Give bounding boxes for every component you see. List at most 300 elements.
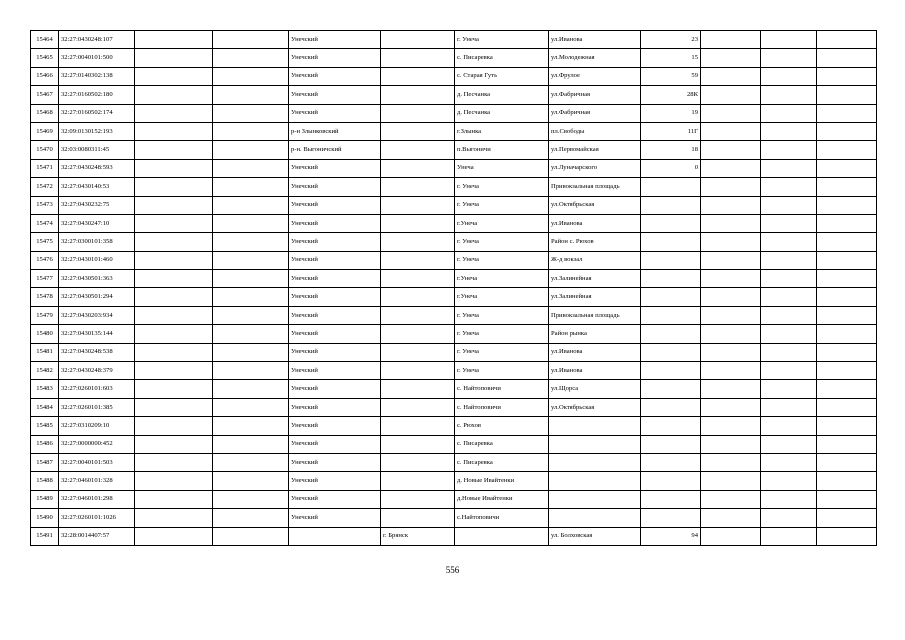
house-number xyxy=(641,178,701,196)
empty-cell xyxy=(701,270,761,288)
region-cell xyxy=(381,509,455,527)
empty-cell xyxy=(701,251,761,269)
cadastral-number: 32:27:0430248:538 xyxy=(59,343,135,361)
row-number: 15486 xyxy=(31,435,59,453)
empty-cell xyxy=(701,453,761,471)
page-number: 556 xyxy=(445,565,460,575)
house-number: 18 xyxy=(641,141,701,159)
empty-cell xyxy=(701,472,761,490)
street-cell: Привокзальная площадь xyxy=(549,306,641,324)
house-number xyxy=(641,490,701,508)
locality-cell: г. Унеча xyxy=(455,251,549,269)
region-cell xyxy=(381,196,455,214)
region-cell xyxy=(381,306,455,324)
empty-cell xyxy=(761,306,817,324)
house-number xyxy=(641,214,701,232)
row-number: 15491 xyxy=(31,527,59,545)
empty-cell xyxy=(761,86,817,104)
street-cell xyxy=(549,490,641,508)
empty-cell xyxy=(701,417,761,435)
empty-cell xyxy=(213,527,289,545)
cadastral-number: 32:27:0430135:144 xyxy=(59,325,135,343)
cadastral-number: 32:27:0160502:180 xyxy=(59,86,135,104)
region-cell: г. Брянск xyxy=(381,527,455,545)
district-cell: Унечский xyxy=(289,435,381,453)
row-number: 15471 xyxy=(31,159,59,177)
house-number xyxy=(641,453,701,471)
district-cell: Унечский xyxy=(289,417,381,435)
house-number xyxy=(641,472,701,490)
empty-cell xyxy=(817,453,877,471)
empty-cell xyxy=(135,31,213,49)
locality-cell: г. Унеча xyxy=(455,306,549,324)
cadastral-number: 32:27:0430232:75 xyxy=(59,196,135,214)
cadastral-number: 32:27:0140302:138 xyxy=(59,67,135,85)
region-cell xyxy=(381,472,455,490)
locality-cell: с. Писаревка xyxy=(455,453,549,471)
empty-cell xyxy=(213,453,289,471)
house-number xyxy=(641,288,701,306)
empty-cell xyxy=(135,509,213,527)
district-cell: Унечский xyxy=(289,104,381,122)
district-cell: Унечский xyxy=(289,343,381,361)
empty-cell xyxy=(213,251,289,269)
locality-cell: г. Унеча xyxy=(455,31,549,49)
region-cell xyxy=(381,159,455,177)
empty-cell xyxy=(761,509,817,527)
cadastral-number: 32:27:0460101:328 xyxy=(59,472,135,490)
locality-cell: д. Новые Ивайтенки xyxy=(455,472,549,490)
table-row xyxy=(31,306,877,324)
house-number xyxy=(641,435,701,453)
row-number: 15475 xyxy=(31,233,59,251)
empty-cell xyxy=(761,141,817,159)
district-cell: р-н Злынковский xyxy=(289,122,381,140)
empty-cell xyxy=(817,270,877,288)
table-row xyxy=(31,380,877,398)
district-cell: Унечский xyxy=(289,86,381,104)
region-cell xyxy=(381,435,455,453)
house-number: 28К xyxy=(641,86,701,104)
region-cell xyxy=(381,325,455,343)
row-number: 15480 xyxy=(31,325,59,343)
empty-cell xyxy=(817,178,877,196)
street-cell: ул.Щорса xyxy=(549,380,641,398)
house-number xyxy=(641,233,701,251)
empty-cell xyxy=(817,122,877,140)
district-cell: Унечский xyxy=(289,398,381,416)
row-number: 15476 xyxy=(31,251,59,269)
street-cell: Район рынка xyxy=(549,325,641,343)
empty-cell xyxy=(135,362,213,380)
empty-cell xyxy=(135,472,213,490)
region-cell xyxy=(381,67,455,85)
cadastral-number: 32:27:0460101:298 xyxy=(59,490,135,508)
empty-cell xyxy=(761,31,817,49)
house-number: 23 xyxy=(641,31,701,49)
region-cell xyxy=(381,178,455,196)
empty-cell xyxy=(213,214,289,232)
empty-cell xyxy=(701,306,761,324)
row-number: 15466 xyxy=(31,67,59,85)
empty-cell xyxy=(761,343,817,361)
cadastral-number: 32:27:0040101:503 xyxy=(59,453,135,471)
table-row xyxy=(31,196,877,214)
locality-cell: г.Злынка xyxy=(455,122,549,140)
district-cell: Унечский xyxy=(289,196,381,214)
street-cell: ул.Октябрьская xyxy=(549,398,641,416)
house-number: 15 xyxy=(641,49,701,67)
table-row xyxy=(31,67,877,85)
empty-cell xyxy=(135,527,213,545)
locality-cell xyxy=(455,527,549,545)
empty-cell xyxy=(817,398,877,416)
region-cell xyxy=(381,270,455,288)
empty-cell xyxy=(761,104,817,122)
empty-cell xyxy=(135,325,213,343)
locality-cell: г. Унеча xyxy=(455,325,549,343)
cadastral-number: 32:27:0310209:10 xyxy=(59,417,135,435)
locality-cell: д. Песчанка xyxy=(455,104,549,122)
cadastral-number: 32:27:0430501:294 xyxy=(59,288,135,306)
row-number: 15482 xyxy=(31,362,59,380)
empty-cell xyxy=(761,233,817,251)
empty-cell xyxy=(135,380,213,398)
row-number: 15478 xyxy=(31,288,59,306)
street-cell xyxy=(549,472,641,490)
registry-table xyxy=(30,30,877,546)
district-cell: Унечский xyxy=(289,159,381,177)
empty-cell xyxy=(817,435,877,453)
district-cell: Унечский xyxy=(289,306,381,324)
locality-cell: г. Унеча xyxy=(455,362,549,380)
document-sheet xyxy=(30,30,876,546)
table-row xyxy=(31,490,877,508)
street-cell: пл.Свободы xyxy=(549,122,641,140)
cadastral-number: 32:27:0300101:358 xyxy=(59,233,135,251)
locality-cell: с. Найтоповичи xyxy=(455,398,549,416)
street-cell: ул.Фрулое xyxy=(549,67,641,85)
street-cell xyxy=(549,417,641,435)
empty-cell xyxy=(213,490,289,508)
region-cell xyxy=(381,490,455,508)
region-cell xyxy=(381,343,455,361)
district-cell: Унечский xyxy=(289,453,381,471)
empty-cell xyxy=(135,196,213,214)
empty-cell xyxy=(135,453,213,471)
empty-cell xyxy=(135,270,213,288)
cadastral-number: 32:27:0430247:10 xyxy=(59,214,135,232)
district-cell: Унечский xyxy=(289,67,381,85)
region-cell xyxy=(381,31,455,49)
street-cell: ул. Болховская xyxy=(549,527,641,545)
house-number: 11Г xyxy=(641,122,701,140)
empty-cell xyxy=(701,325,761,343)
row-number: 15483 xyxy=(31,380,59,398)
empty-cell xyxy=(701,196,761,214)
region-cell xyxy=(381,122,455,140)
house-number xyxy=(641,362,701,380)
empty-cell xyxy=(761,490,817,508)
empty-cell xyxy=(213,178,289,196)
region-cell xyxy=(381,380,455,398)
street-cell xyxy=(549,453,641,471)
region-cell xyxy=(381,288,455,306)
street-cell: ул.Залинейная xyxy=(549,270,641,288)
street-cell: ул.Фабричная xyxy=(549,86,641,104)
house-number: 0 xyxy=(641,159,701,177)
table-row xyxy=(31,472,877,490)
table-row xyxy=(31,453,877,471)
cadastral-number: 32:27:0260101:603 xyxy=(59,380,135,398)
cadastral-number: 32:27:0260101:385 xyxy=(59,398,135,416)
empty-cell xyxy=(701,214,761,232)
empty-cell xyxy=(701,104,761,122)
district-cell: Унечский xyxy=(289,31,381,49)
row-number: 15487 xyxy=(31,453,59,471)
empty-cell xyxy=(213,122,289,140)
house-number xyxy=(641,380,701,398)
empty-cell xyxy=(817,380,877,398)
locality-cell: п.Выгоничи xyxy=(455,141,549,159)
street-cell: ул.Молодежная xyxy=(549,49,641,67)
empty-cell xyxy=(817,251,877,269)
empty-cell xyxy=(135,86,213,104)
region-cell xyxy=(381,104,455,122)
table-row xyxy=(31,233,877,251)
locality-cell: с. Найтоповичи xyxy=(455,380,549,398)
house-number xyxy=(641,325,701,343)
locality-cell: с.Найтоповичи xyxy=(455,509,549,527)
locality-cell: с. Рюхов xyxy=(455,417,549,435)
locality-cell: с. Писаревка xyxy=(455,49,549,67)
empty-cell xyxy=(213,343,289,361)
street-cell: ул.Иванова xyxy=(549,343,641,361)
empty-cell xyxy=(213,31,289,49)
empty-cell xyxy=(761,159,817,177)
cadastral-number: 32:28:0014407:57 xyxy=(59,527,135,545)
empty-cell xyxy=(213,67,289,85)
region-cell xyxy=(381,417,455,435)
empty-cell xyxy=(817,362,877,380)
row-number: 15470 xyxy=(31,141,59,159)
empty-cell xyxy=(701,288,761,306)
empty-cell xyxy=(135,398,213,416)
empty-cell xyxy=(701,159,761,177)
region-cell xyxy=(381,233,455,251)
cadastral-number: 32:27:0430248:107 xyxy=(59,31,135,49)
street-cell xyxy=(549,509,641,527)
table-row xyxy=(31,343,877,361)
district-cell: Унечский xyxy=(289,288,381,306)
table-row xyxy=(31,251,877,269)
table-row xyxy=(31,178,877,196)
table-row xyxy=(31,214,877,232)
house-number xyxy=(641,417,701,435)
empty-cell xyxy=(135,214,213,232)
table-row xyxy=(31,122,877,140)
empty-cell xyxy=(761,453,817,471)
empty-cell xyxy=(761,325,817,343)
table-row xyxy=(31,527,877,545)
region-cell xyxy=(381,453,455,471)
house-number xyxy=(641,509,701,527)
row-number: 15477 xyxy=(31,270,59,288)
empty-cell xyxy=(213,325,289,343)
house-number xyxy=(641,306,701,324)
cadastral-number: 32:03:0080311:45 xyxy=(59,141,135,159)
empty-cell xyxy=(817,509,877,527)
row-number: 15481 xyxy=(31,343,59,361)
row-number: 15479 xyxy=(31,306,59,324)
empty-cell xyxy=(135,288,213,306)
region-cell xyxy=(381,251,455,269)
table-row xyxy=(31,398,877,416)
empty-cell xyxy=(701,233,761,251)
empty-cell xyxy=(761,472,817,490)
region-cell xyxy=(381,141,455,159)
row-number: 15489 xyxy=(31,490,59,508)
empty-cell xyxy=(213,270,289,288)
locality-cell: г. Унеча xyxy=(455,233,549,251)
row-number: 15468 xyxy=(31,104,59,122)
cadastral-number: 32:27:0160502:174 xyxy=(59,104,135,122)
empty-cell xyxy=(213,306,289,324)
empty-cell xyxy=(817,159,877,177)
locality-cell: д.Новые Ивайтенки xyxy=(455,490,549,508)
house-number xyxy=(641,398,701,416)
table-row xyxy=(31,362,877,380)
empty-cell xyxy=(213,380,289,398)
locality-cell: г. Унеча xyxy=(455,343,549,361)
house-number xyxy=(641,270,701,288)
district-cell: Унечский xyxy=(289,325,381,343)
table-row xyxy=(31,159,877,177)
house-number: 19 xyxy=(641,104,701,122)
cadastral-number: 32:27:0000000:452 xyxy=(59,435,135,453)
empty-cell xyxy=(817,472,877,490)
district-cell xyxy=(289,527,381,545)
empty-cell xyxy=(701,509,761,527)
empty-cell xyxy=(817,343,877,361)
table-row xyxy=(31,325,877,343)
empty-cell xyxy=(135,122,213,140)
locality-cell: г.Унеча xyxy=(455,270,549,288)
empty-cell xyxy=(213,472,289,490)
empty-cell xyxy=(817,490,877,508)
region-cell xyxy=(381,86,455,104)
empty-cell xyxy=(701,343,761,361)
row-number: 15473 xyxy=(31,196,59,214)
cadastral-number: 32:27:0430501:363 xyxy=(59,270,135,288)
row-number: 15465 xyxy=(31,49,59,67)
empty-cell xyxy=(135,306,213,324)
empty-cell xyxy=(761,417,817,435)
street-cell: ул.Иванова xyxy=(549,362,641,380)
region-cell xyxy=(381,398,455,416)
empty-cell xyxy=(135,159,213,177)
empty-cell xyxy=(701,122,761,140)
street-cell: ул.Октябрьская xyxy=(549,196,641,214)
street-cell: ул.Залинейная xyxy=(549,288,641,306)
empty-cell xyxy=(701,67,761,85)
district-cell: Унечский xyxy=(289,270,381,288)
empty-cell xyxy=(761,49,817,67)
street-cell: ул.Фабричная xyxy=(549,104,641,122)
table-row xyxy=(31,270,877,288)
empty-cell xyxy=(213,141,289,159)
empty-cell xyxy=(213,288,289,306)
row-number: 15464 xyxy=(31,31,59,49)
street-cell: Ж-д вокзал xyxy=(549,251,641,269)
empty-cell xyxy=(701,141,761,159)
locality-cell: г. Унеча xyxy=(455,178,549,196)
district-cell: Унечский xyxy=(289,178,381,196)
house-number: 94 xyxy=(641,527,701,545)
district-cell: Унечский xyxy=(289,490,381,508)
empty-cell xyxy=(701,490,761,508)
empty-cell xyxy=(761,380,817,398)
region-cell xyxy=(381,362,455,380)
table-row xyxy=(31,435,877,453)
region-cell xyxy=(381,214,455,232)
cadastral-number: 32:27:0430248:379 xyxy=(59,362,135,380)
empty-cell xyxy=(135,141,213,159)
empty-cell xyxy=(213,509,289,527)
row-number: 15474 xyxy=(31,214,59,232)
empty-cell xyxy=(761,398,817,416)
cadastral-number: 32:27:0430248:593 xyxy=(59,159,135,177)
empty-cell xyxy=(761,527,817,545)
cadastral-number: 32:09:0130152:193 xyxy=(59,122,135,140)
empty-cell xyxy=(701,398,761,416)
empty-cell xyxy=(213,435,289,453)
empty-cell xyxy=(817,325,877,343)
district-cell: Унечский xyxy=(289,251,381,269)
empty-cell xyxy=(761,196,817,214)
empty-cell xyxy=(817,527,877,545)
empty-cell xyxy=(701,435,761,453)
empty-cell xyxy=(213,417,289,435)
locality-cell: с. Писаревка xyxy=(455,435,549,453)
empty-cell xyxy=(761,122,817,140)
empty-cell xyxy=(701,178,761,196)
empty-cell xyxy=(817,31,877,49)
table-row xyxy=(31,104,877,122)
empty-cell xyxy=(817,214,877,232)
row-number: 15485 xyxy=(31,417,59,435)
cadastral-number: 32:27:0260101:1026 xyxy=(59,509,135,527)
empty-cell xyxy=(701,31,761,49)
empty-cell xyxy=(701,527,761,545)
table-row xyxy=(31,49,877,67)
registry-table-body xyxy=(31,31,877,546)
empty-cell xyxy=(817,196,877,214)
empty-cell xyxy=(135,233,213,251)
district-cell: р-н. Выгоничский xyxy=(289,141,381,159)
row-number: 15469 xyxy=(31,122,59,140)
house-number xyxy=(641,251,701,269)
empty-cell xyxy=(761,214,817,232)
locality-cell: с. Старая Гуть xyxy=(455,67,549,85)
locality-cell: г. Унеча xyxy=(455,196,549,214)
empty-cell xyxy=(213,233,289,251)
empty-cell xyxy=(135,343,213,361)
street-cell: ул.Луначарского xyxy=(549,159,641,177)
empty-cell xyxy=(135,417,213,435)
region-cell xyxy=(381,49,455,67)
street-cell xyxy=(549,435,641,453)
